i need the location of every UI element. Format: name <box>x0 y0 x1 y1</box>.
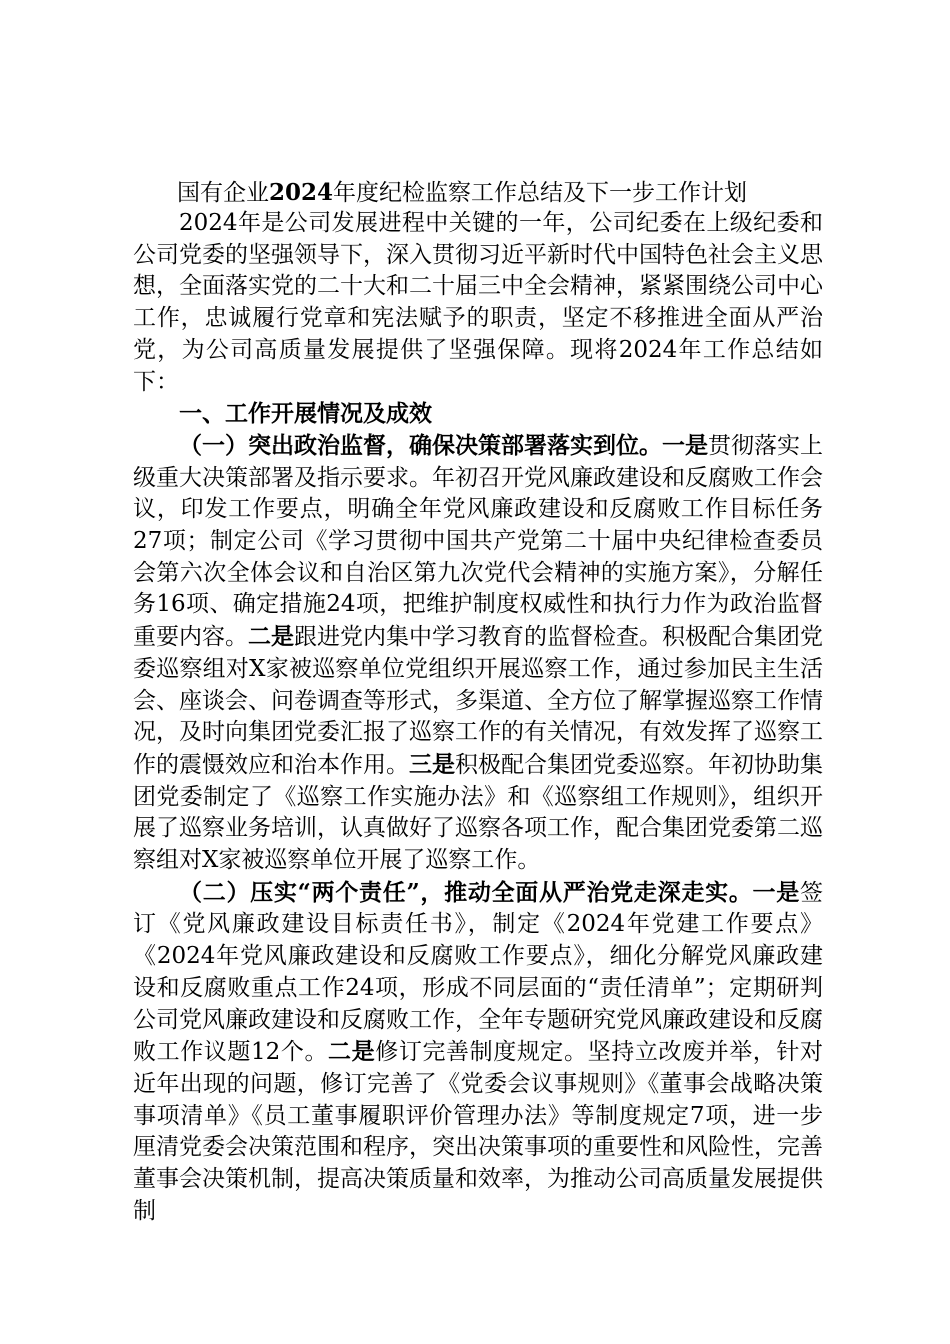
item-marker: 一是 <box>662 431 708 459</box>
item-marker: 一是 <box>752 878 800 906</box>
document-title <box>133 178 823 208</box>
item-text: 跟进党内集中学习教育的监督检查。积极配合集团党委巡察组对X家被巡察单位党组织开展巡察工作，通过参加民主生活会、座谈会、问卷调查等形式，多渠道、全方位了解掌握巡察工作情况，及时向集团党委汇报了巡察工作的有关情况，有效发挥了巡察工作的震慑效应和治本作用。 <box>133 624 823 778</box>
paragraph-political-supervision <box>133 430 823 877</box>
item-text: 签订《党风廉政建设目标责任书》，制定《2024年党建工作要点》《2024年党风廉政建设和反腐败工作要点》，细化分解党风廉政建设和反腐败重点工作24项，形成不同层面的“责任清单”；定期研判公司党风廉政建设和反腐败工作，全年专题研究党风廉政建设和反腐败工作议题12个。 <box>133 879 823 1066</box>
title-suffix: 年度纪检监察工作总结及下一步工作计划 <box>333 180 748 206</box>
paragraph-lead: （一）突出政治监督，确保决策部署落实到位。 <box>179 431 662 459</box>
document-page <box>133 178 823 1228</box>
item-marker: 三是 <box>409 750 455 778</box>
item-text: 贯彻落实上级重大决策部署及指示要求。年初召开党风廉政建设和反腐败工作会议，印发工作要点，明确全年党风廉政建设和反腐败工作目标任务27项；制定公司《学习贯彻中国共产党第二十届中央纪律检查委员会第六次全体会议和自治区第九次党代会精神的实施方案》，分解任务16项、确定措施24项，把维护制度权威性和执行力作为政治监督重要内容。 <box>133 432 823 651</box>
paragraph-lead: （二）压实“两个责任”，推动全面从严治党走深走实。 <box>179 878 753 906</box>
item-marker: 二是 <box>328 1038 376 1066</box>
item-marker: 二是 <box>248 623 294 651</box>
paragraph-two-responsibilities <box>133 877 823 1228</box>
title-year: 2024 <box>269 179 334 206</box>
intro-paragraph: 2024年是公司发展进程中关键的一年，公司纪委在上级纪委和公司党委的坚强领导下，深入贯彻习近平新时代中国特色社会主义思想，全面落实党的二十大和二十届三中全会精神，紧紧围绕公司中心工作，忠诚履行党章和宪法赋予的职责，坚定不移推进全面从严治党，为公司高质量发展提供了坚强保障。现将2024年工作总结如下： <box>133 210 823 395</box>
title-prefix: 国有企业 <box>177 180 269 206</box>
item-text: 积极配合集团党委巡察。年初协助集团党委制定了《巡察工作实施办法》和《巡察组工作规则》，组织开展了巡察业务培训，认真做好了巡察各项工作，配合集团党委第二巡察组对X家被巡察单位开展了巡察工作。 <box>133 751 823 874</box>
item-text: 修订完善制度规定。坚持立改废并举，针对近年出现的问题，修订完善了《党委会议事规则》《董事会战略决策事项清单》《员工董事履职评价管理办法》等制度规定7项，进一步厘清党委会决策范围和程序，突出决策事项的重要性和风险性，完善董事会决策机制，提高决策质量和效率，为推动公司高质量发展提供制 <box>133 1039 823 1224</box>
section-heading-1: 一、工作开展情况及成效 <box>179 400 432 428</box>
